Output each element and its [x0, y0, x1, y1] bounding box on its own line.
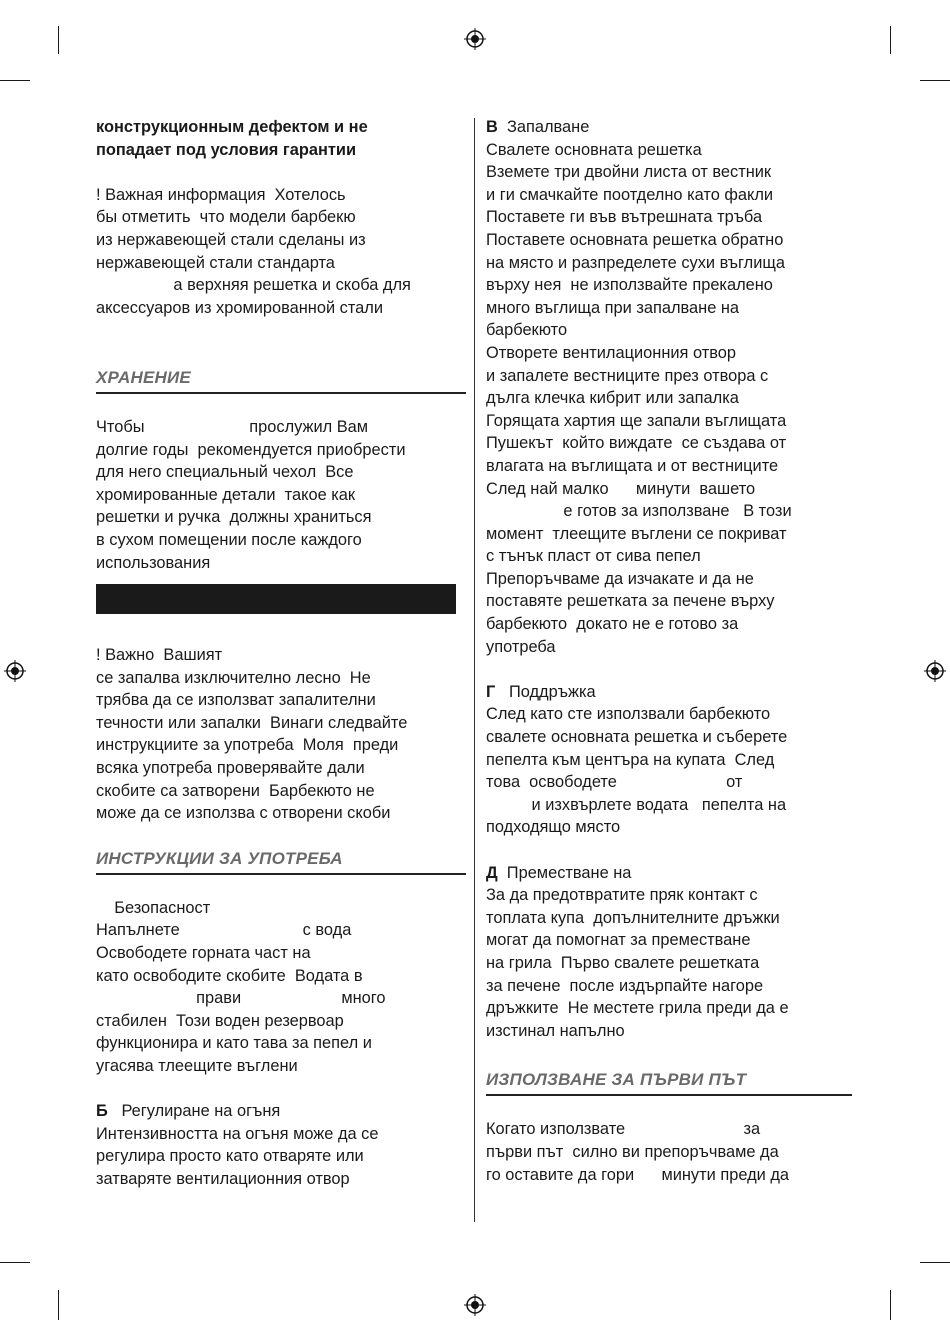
- text-line: Вземете три двойни листа от вестник: [486, 163, 772, 182]
- black-bar: [96, 584, 456, 614]
- section-letter: Б: [96, 1102, 108, 1121]
- first-use-heading: ИЗПОЛЗВАНЕ ЗА ПЪРВИ ПЪТ: [486, 1068, 852, 1096]
- right-column: [486, 116, 856, 1186]
- text-line: дълга клечка кибрит или запалка: [486, 389, 739, 408]
- storage-paragraph: [96, 416, 466, 574]
- text-line: Пушекът който виждате се създава от: [486, 434, 787, 453]
- section-title: [486, 862, 856, 885]
- crop-mark: [890, 1290, 891, 1320]
- text-line: и ги смачкайте поотделно като факли: [486, 185, 774, 204]
- column-divider: [474, 118, 475, 1222]
- text-line: може да се използва с отворени скоби: [96, 804, 391, 823]
- section-d: [486, 862, 856, 1043]
- text-line: барбекюто: [486, 321, 568, 340]
- text-line: угасява тлеещите въглени: [96, 1057, 298, 1075]
- text-line: Когато използвате за: [486, 1120, 761, 1139]
- text-line: Поставете основната решетка обратно: [486, 230, 784, 249]
- text-line: течности или запалки Винаги следвайте: [96, 713, 408, 732]
- text-line: из нержавеющей стали сделаны из: [96, 230, 366, 249]
- text-line: конструкционным дефектом и не: [96, 118, 368, 136]
- section-title-text: Поддръжка: [495, 682, 596, 701]
- section-title-text: Запалване: [497, 118, 590, 136]
- text-line: Безопасност: [96, 898, 211, 917]
- text-line: употреба: [486, 637, 556, 656]
- text-line: Освободете горната част на: [96, 944, 311, 963]
- text-line: всяка употреба проверявайте дали: [96, 759, 365, 778]
- text-line: решетки и ручка должны храниться: [96, 508, 372, 527]
- first-use-paragraph: [486, 1118, 856, 1186]
- section-title-text: Преместване на: [497, 863, 632, 882]
- text-line: Отворете вентилационния отвор: [486, 343, 736, 362]
- text-line: долгие годы рекомендуется приобрести: [96, 440, 406, 459]
- text-line: топлата купа допълнителните дръжки: [486, 908, 780, 927]
- text-line: хромированные детали такое как: [96, 485, 356, 504]
- text-line: барбекюто докато не е готово за: [486, 615, 739, 634]
- text-line: для него специальный чехол Все: [96, 463, 354, 482]
- safety-paragraph: [96, 897, 466, 1078]
- text-line: Напълнете с вода: [96, 921, 352, 940]
- text-line: го оставите да гори минути преди да: [486, 1165, 790, 1184]
- text-line: на място и разпределете сухи въглища: [486, 253, 785, 272]
- text-line: Интензивността на огъня може да се: [96, 1124, 379, 1143]
- text-line: функционира и като тава за пепел и: [96, 1034, 372, 1053]
- text-line: нержавеющей стали стандарта: [96, 253, 335, 272]
- text-line: на грила Първо свалете решетката: [486, 953, 760, 972]
- text-line: пепелта към центъра на купата След: [486, 750, 775, 769]
- storage-heading: ХРАНЕНИЕ: [96, 366, 466, 394]
- text-line: подходящо място: [486, 818, 621, 837]
- text-line: могат да помогнат за преместване: [486, 931, 751, 950]
- text-line: Чтобы прослужил Вам: [96, 417, 369, 436]
- text-line: с тънък пласт от сива пепел: [486, 547, 701, 566]
- section-title: [486, 681, 856, 704]
- text-line: върху нея не използвайте прекалено: [486, 276, 773, 295]
- text-line: Горящата хартия ще запали въглищата: [486, 411, 787, 430]
- text-line: трябва да се използват запалителни: [96, 691, 376, 710]
- text-line: затваряте вентилационния отвор: [96, 1169, 350, 1188]
- crop-mark: [920, 1262, 950, 1263]
- text-line: бы отметить что модели барбекю: [96, 208, 356, 227]
- info-paragraph: [96, 184, 466, 320]
- text-line: дръжките Не местете грила преди да е: [486, 999, 789, 1018]
- intro-bold-paragraph: [96, 116, 466, 161]
- text-line: использования: [96, 553, 211, 572]
- section-letter: В: [486, 118, 498, 136]
- text-line: ! Важная информация Хотелось: [96, 185, 346, 204]
- section-title-text: Регулиране на огъня: [107, 1102, 281, 1121]
- text-line: Препоръчваме да изчакате и да не: [486, 569, 754, 588]
- text-line: инструкциите за употреба Моля преди: [96, 736, 399, 755]
- text-line: влагата на въглищата и от вестниците: [486, 456, 779, 475]
- text-line: скобите са затворени Барбекюто не: [96, 781, 375, 800]
- text-line: за печене после издърпайте нагоре: [486, 976, 764, 995]
- crop-mark: [0, 80, 30, 81]
- registration-mark-icon: [464, 1294, 486, 1316]
- text-line: ! Важно Вашият: [96, 646, 223, 665]
- text-line: и изхвърлете водата пепелта на: [486, 795, 787, 814]
- text-line: и запалете вестниците през отвора с: [486, 366, 769, 385]
- section-title: [486, 116, 856, 139]
- text-line: момент тлеещите въглени се покриват: [486, 524, 787, 543]
- text-line: много въглища при запалване на: [486, 298, 740, 317]
- section-title: [96, 1100, 466, 1123]
- text-line: се запалва изключително лесно Не: [96, 668, 371, 687]
- crop-mark: [920, 80, 950, 81]
- instructions-heading: ИНСТРУКЦИИ ЗА УПОТРЕБА: [96, 847, 466, 875]
- text-line: това освободете от: [486, 773, 743, 792]
- text-line: попадает под условия гарантии: [96, 140, 357, 159]
- text-line: а верхняя решетка и скоба для: [96, 276, 411, 295]
- section-v: [486, 116, 856, 658]
- text-line: прави много: [96, 989, 386, 1008]
- text-line: е готов за използване В този: [486, 502, 792, 521]
- crop-mark: [890, 26, 891, 54]
- section-g: [486, 681, 856, 839]
- text-line: аксессуаров из хромированной стали: [96, 298, 384, 317]
- crop-mark: [58, 1290, 59, 1320]
- crop-mark: [58, 26, 59, 54]
- text-line: За да предотвратите пряк контакт с: [486, 886, 758, 905]
- registration-mark-icon: [924, 660, 946, 682]
- crop-mark: [0, 1262, 30, 1263]
- text-line: първи път силно ви препоръчваме да: [486, 1142, 779, 1161]
- text-line: регулира просто като отваряте или: [96, 1147, 364, 1166]
- text-line: в сухом помещении после каждого: [96, 530, 362, 549]
- text-line: изстинал напълно: [486, 1021, 625, 1040]
- text-line: След като сте използвали барбекюто: [486, 705, 771, 724]
- text-line: свалете основната решетка и съберете: [486, 728, 788, 747]
- important-paragraph: [96, 644, 466, 825]
- section-letter: Г: [486, 682, 496, 701]
- left-column: [96, 116, 466, 1191]
- text-line: След най малко минути вашето: [486, 479, 756, 498]
- text-line: стабилен Този воден резервоар: [96, 1011, 344, 1030]
- text-line: като освободите скобите Водата в: [96, 966, 363, 985]
- section-letter: Д: [486, 863, 498, 882]
- text-line: Поставете ги във вътрешната тръба: [486, 208, 763, 227]
- section-b: [96, 1100, 466, 1190]
- text-line: поставяте решетката за печене върху: [486, 592, 775, 611]
- registration-mark-icon: [464, 28, 486, 50]
- text-line: Свалете основната решетка: [486, 140, 702, 159]
- registration-mark-icon: [4, 660, 26, 682]
